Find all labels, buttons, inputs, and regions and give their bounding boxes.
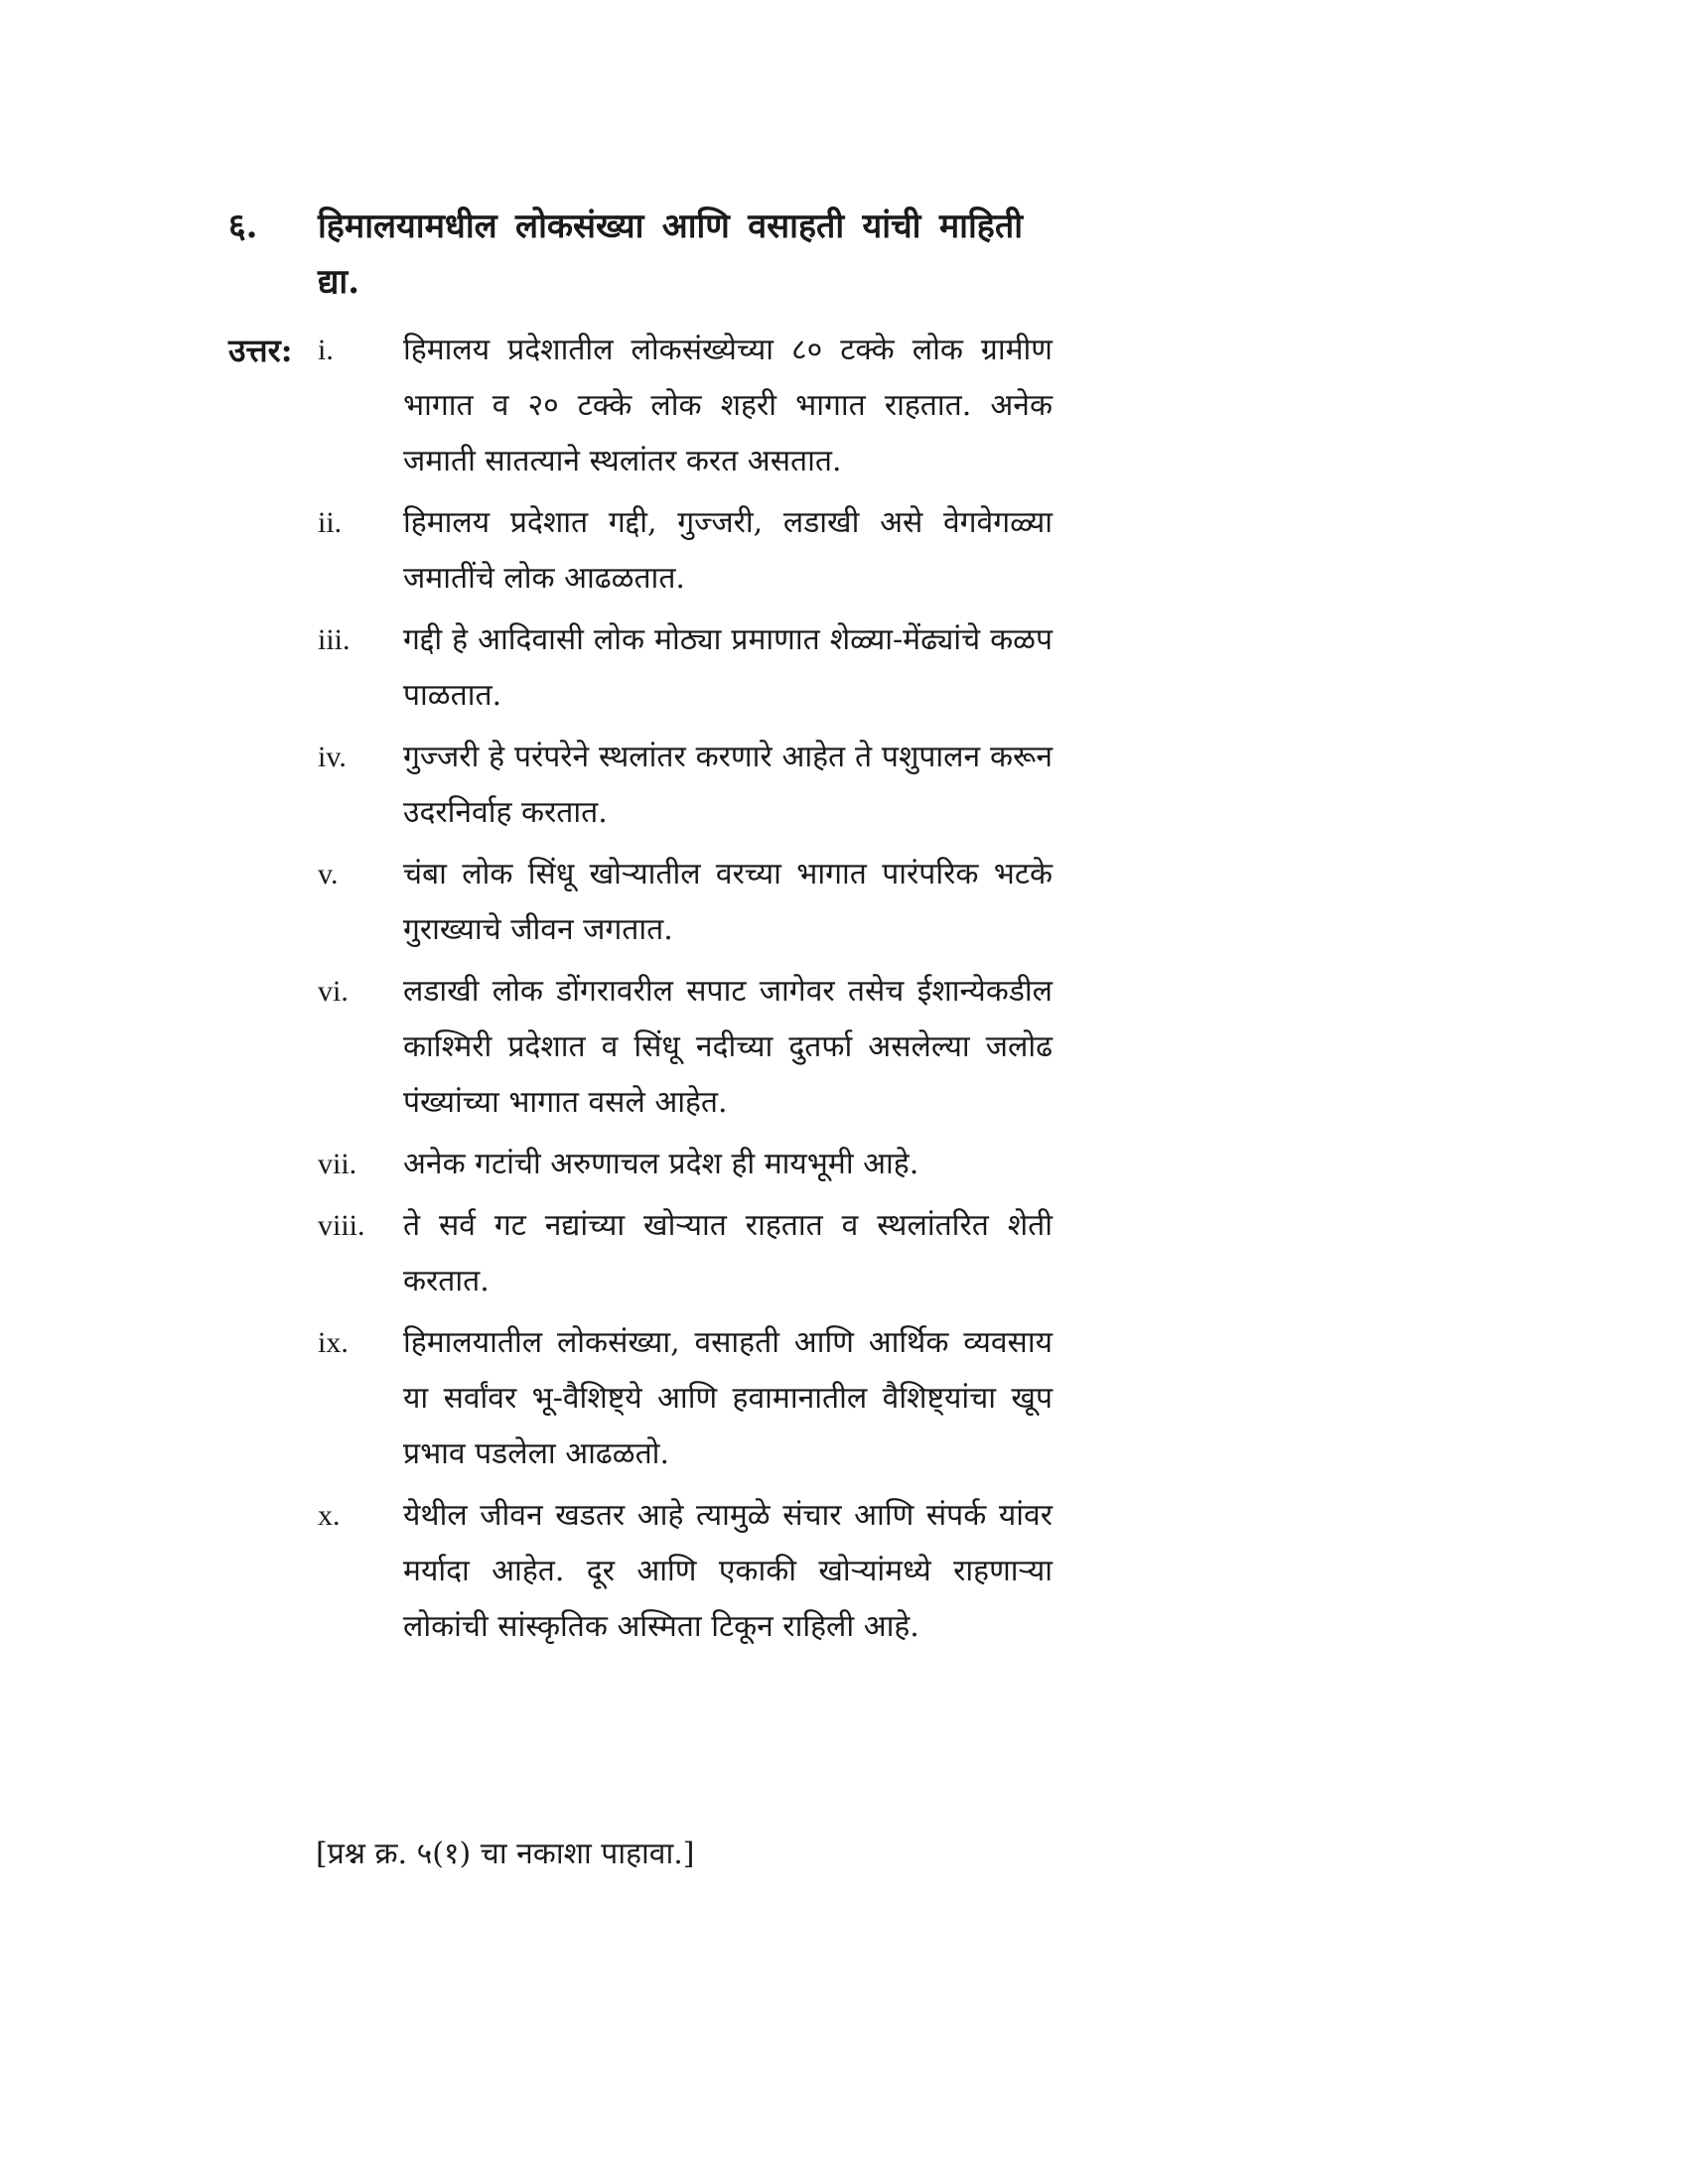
item-number: viii. — [318, 1209, 365, 1242]
answer-label: उत्तर: — [228, 332, 293, 369]
answer-item-1 — [318, 323, 1053, 489]
item-text: लडाखी लोक डोंगरावरील सपाट जागेवर तसेच ईशान्येकडील काश्मिरी प्रदेशात व सिंधू नदीच्या दुतर्फा असलेल्या जलोढ पंख्यांच्या भागात वसले आहेत. — [403, 974, 1053, 1120]
item-text: हिमालय प्रदेशातील लोकसंख्येच्या ८० टक्के लोक ग्रामीण भागात व २० टक्के लोक शहरी भागात राहतात. अनेक जमाती सातत्याने स्थलांतर करत असतात. — [403, 333, 1053, 478]
question-number: ६. — [228, 206, 258, 246]
item-number: vi. — [318, 975, 349, 1008]
question-text: हिमालयामधील लोकसंख्या आणि वसाहती यांची माहिती द्या. — [318, 206, 1023, 302]
item-number: x. — [318, 1499, 341, 1532]
item-text: गुज्जरी हे परंपरेने स्थलांतर करणारे आहेत ते पशुपालन करून उदरनिर्वाह करतात. — [403, 740, 1053, 830]
answer-item-8 — [318, 1198, 1053, 1309]
item-text: हिमालयातील लोकसंख्या, वसाहती आणि आर्थिक व्यवसाय या सर्वांवर भू-वैशिष्ट्ये आणि हवामानातील वैशिष्ट्यांचा खूप प्रभाव पडलेला आढळतो. — [403, 1325, 1053, 1471]
item-text: गद्दी हे आदिवासी लोक मोठ्या प्रमाणात शेळ्या-मेंढ्यांचे कळप पाळतात. — [403, 622, 1053, 713]
answer-item-9 — [318, 1315, 1053, 1482]
item-text: अनेक गटांची अरुणाचल प्रदेश ही मायभूमी आहे. — [403, 1147, 919, 1181]
answer-item-2 — [318, 495, 1053, 607]
item-number: i. — [318, 334, 334, 366]
item-number: ix. — [318, 1326, 349, 1359]
item-text: ते सर्व गट नद्यांच्या खोऱ्यात राहतात व स्थलांतरित शेती करतात. — [403, 1208, 1053, 1298]
item-number: vii. — [318, 1148, 357, 1180]
item-text: हिमालय प्रदेशात गद्दी, गुज्जरी, लडाखी असे वेगवेगळ्या जमातींचे लोक आढळतात. — [403, 505, 1053, 596]
item-number: ii. — [318, 506, 343, 539]
item-number: iii. — [318, 623, 351, 656]
item-text: येथील जीवन खडतर आहे त्यामुळे संचार आणि संपर्क यांवर मर्यादा आहेत. दूर आणि एकाकी खोऱ्यांमध्ये राहणाऱ्या लोकांची सांस्कृतिक अस्मिता टिकून राहिली आहे. — [403, 1498, 1053, 1644]
map-reference-note: [प्रश्न क्र. ५(१) चा नकाशा पाहावा.] — [316, 1837, 695, 1871]
answer-item-10 — [318, 1488, 1053, 1655]
item-number: iv. — [318, 741, 347, 773]
answer-item-6 — [318, 964, 1053, 1131]
answer-item-7 — [318, 1137, 1053, 1192]
answer-item-4 — [318, 730, 1053, 841]
answer-list — [318, 323, 1053, 1661]
item-number: v. — [318, 858, 339, 890]
answer-item-5 — [318, 847, 1053, 958]
item-text: चंबा लोक सिंधू खोऱ्यातील वरच्या भागात पारंपरिक भटके गुराख्याचे जीवन जगतात. — [403, 857, 1053, 947]
answer-item-3 — [318, 613, 1053, 724]
